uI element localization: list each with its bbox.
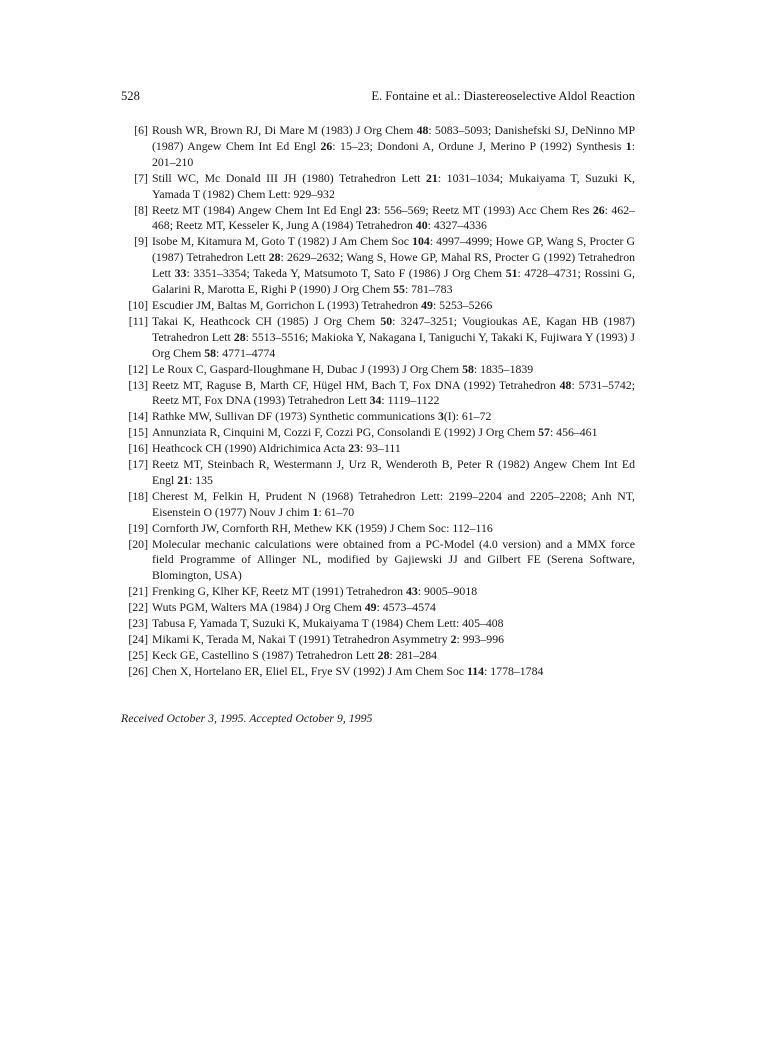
reference-segment: Tabusa F, Yamada T, Suzuki K, Mukaiyama T (1984) Chem Lett: 405–408 [152,616,504,631]
volume-number: 104 [412,234,430,249]
reference-segment: Cherest M, Felkin H, Prudent N (1968) Tetrahedron Lett: 2199–2204 and 2205–2208; Anh NT, Eisenstein O (1977) Nouv J chim [152,488,635,519]
reference-number: [6] [134,123,148,137]
reference-item [121,600,635,616]
reference-text [152,425,597,439]
reference-number: [10] [128,297,148,312]
reference-segment: : 5731–5742; Reetz MT, Fox DNA (1993) Tetrahedron Lett [152,377,635,408]
reference-text [152,378,635,408]
volume-number: 40 [415,218,428,233]
reference-segment: : 201–210 [152,138,635,169]
reference-item [121,648,635,664]
reference-text [152,234,635,296]
reference-segment: Takai K, Heathcock CH (1985) J Org Chem [152,313,381,328]
reference-segment: Chen X, Hortelano ER, Eliel EL, Frye SV (1992) J Am Chem Soc [152,663,467,678]
reference-number: [8] [134,202,148,217]
reference-segment: Heathcock CH (1990) Aldrichimica Acta [152,441,349,456]
reference-text [152,123,635,169]
running-title: E. Fontaine et al.: Diastereoselective Aldol Reaction [371,89,635,103]
reference-segment: Isobe M, Kitamura M, Goto T (1982) J Am Chem Soc [152,234,413,249]
volume-number: 28 [377,647,390,662]
reference-text [152,489,635,519]
reference-item [121,537,635,585]
volume-number: 57 [538,425,550,440]
reference-segment: : 2629–2632; Wang S, Howe GP, Mahal RS, Procter G (1992) Tetrahedron Lett [152,250,635,281]
reference-text [152,648,437,662]
received-accepted-note: Received October 3, 1995. Accepted October 9, 1995 [121,711,373,725]
reference-text [152,584,477,598]
reference-text [152,409,491,423]
reference-item [121,123,635,171]
reference-segment: Keck GE, Castellino S (1987) Tetrahedron Lett [152,647,378,662]
reference-segment: Reetz MT, Steinbach R, Westermann J, Urz R, Wenderoth B, Peter R (1982) Angew Chem Int Ed Engl [152,457,635,487]
volume-number: 43 [406,584,418,599]
reference-segment: : 9005–9018 [417,584,478,599]
reference-segment: : 5513–5516; Makioka Y, Nakagana I, Taniguchi Y, Takaki K, Fujiwara Y (1993) J Org Chem [152,329,635,360]
reference-number: [17] [128,457,148,472]
volume-number: 23 [348,441,361,456]
reference-number: [16] [128,441,148,456]
reference-number: [18] [128,488,148,503]
volume-number: 28 [268,250,281,265]
reference-number: [26] [128,663,148,678]
reference-segment: : 3351–3354; Takeda Y, Matsumoto T, Sato F (1986) J Org Chem [186,266,506,281]
reference-segment: Frenking G, Klher KF, Reetz MT (1991) Tetrahedron [152,584,406,599]
reference-number: [14] [128,409,148,424]
reference-item [121,425,635,441]
reference-segment: Annunziata R, Cinquini M, Cozzi F, Cozzi PG, Consolandi E (1992) J Org Chem [152,425,539,440]
reference-segment: : 281–284 [389,647,437,662]
reference-item [121,362,635,378]
reference-segment: : 93–111 [360,441,401,456]
reference-number: [11] [128,313,148,328]
reference-item [121,234,635,298]
volume-number: 26 [320,138,333,153]
reference-text [152,298,492,312]
reference-segment: : 4327–4336 [427,218,487,233]
reference-segment: : 1031–1034; Mukaiyama T, Suzuki K, Yamada T (1982) Chem Lett: 929–932 [152,170,635,201]
reference-text [152,441,401,455]
reference-segment: : 781–783 [404,282,453,297]
reference-segment: : 993–996 [456,632,504,646]
volume-number: 1 [625,138,632,153]
reference-text [152,171,635,201]
reference-segment: : 3247–3251; Vougioukas AE, Kagan HB (1987) Tetrahedron Lett [152,313,635,344]
reference-segment: : 5083–5093; Danishefski SJ, DeNinno MP (1987) Angew Chem Int Ed Engl [152,123,636,153]
reference-segment: : 1119–1122 [381,393,440,408]
reference-segment: : 135 [189,472,213,487]
volume-number: 3 [437,409,444,424]
reference-number: [24] [128,632,148,646]
volume-number: 49 [364,600,377,615]
volume-number: 28 [233,329,246,344]
reference-segment: : 61–70 [318,504,355,519]
volume-number: 26 [592,202,605,217]
reference-text [152,203,635,233]
reference-item [121,203,635,235]
running-head [121,88,635,104]
volume-number: 50 [380,313,393,328]
reference-number: [15] [128,425,148,440]
reference-segment: Cornforth JW, Cornforth RH, Methew KK (1959) J Chem Soc: 112–116 [152,520,493,535]
reference-text [152,616,504,630]
reference-item [121,298,635,314]
reference-segment: : 1835–1839 [473,361,534,376]
volume-number: 51 [505,266,518,281]
reference-text [152,362,533,376]
reference-item [121,664,635,680]
reference-item [121,521,635,537]
reference-segment: Still WC, Mc Donald III JH (1980) Tetrahedron Lett [152,170,427,185]
reference-list [121,123,635,680]
reference-segment: : 4728–4731; Rossini G, Galarini R, Marotta E, Righi P (1990) J Org Chem [152,266,635,297]
reference-item [121,489,635,521]
reference-item [121,409,635,425]
volume-number: 34 [369,393,382,408]
reference-number: [25] [128,647,148,662]
reference-segment: : 5253–5266 [432,297,493,312]
reference-segment: : 1778–1784 [484,663,544,678]
volume-number: 49 [421,297,433,312]
reference-number: [23] [128,616,148,631]
reference-segment: Le Roux C, Gaspard-Iloughmane H, Dubac J (1993) J Org Chem [152,361,463,376]
volume-number: 23 [365,202,378,217]
volume-number: 1 [312,504,319,519]
reference-segment: Reetz MT, Raguse B, Marth CF, Hügel HM, Bach T, Fox DNA (1992) Tetrahedron [152,377,560,392]
reference-item [121,171,635,203]
reference-item [121,314,635,362]
reference-segment: : 15–23; Dondoni A, Ordune J, Merino P (1992) Synthesis [332,138,626,153]
volume-number: 114 [467,663,485,678]
reference-segment: Reetz MT (1984) Angew Chem Int Ed Engl [152,202,366,217]
reference-number: [9] [134,234,148,249]
reference-number: [12] [128,361,148,376]
reference-number: [7] [134,170,148,185]
reference-item [121,441,635,457]
reference-number: [21] [128,584,148,599]
reference-number: [22] [128,600,148,615]
volume-number: 48 [416,123,429,137]
reference-text [152,537,635,583]
reference-text [152,457,635,487]
reference-text [152,521,493,535]
reference-text [152,600,436,614]
reference-segment: Rathke MW, Sullivan DF (1973) Synthetic communications [152,409,438,424]
volume-number: 2 [450,632,457,646]
volume-number: 55 [393,282,405,297]
reference-segment: : 556–569; Reetz MT (1993) Acc Chem Res [377,202,593,217]
volume-number: 58 [462,361,474,376]
volume-number: 58 [204,345,217,360]
reference-number: [13] [128,377,148,392]
reference-segment: (I): 61–72 [443,409,492,424]
reference-segment: : 456–461 [549,425,598,440]
reference-item [121,616,635,632]
reference-item [121,457,635,489]
reference-segment: Molecular mechanic calculations were obtained from a PC-Model (4.0 version) and a MMX force field Programme of Allinger NL, modified by Gajiewski JJ and Gilbert FE (Serena Software, Blomington, USA) [152,536,635,583]
volume-number: 21 [177,472,190,487]
volume-number: 21 [426,170,438,185]
reference-segment: Mikami K, Terada M, Nakai T (1991) Tetrahedron Asymmetry [152,632,451,646]
reference-item [121,632,635,648]
reference-segment: Roush WR, Brown RJ, Di Mare M (1983) J Org Chem [152,123,417,137]
reference-item [121,584,635,600]
reference-segment: : 4573–4574 [376,600,436,615]
volume-number: 33 [174,266,187,281]
reference-segment: Wuts PGM, Walters MA (1984) J Org Chem [152,600,365,615]
reference-text [152,314,635,360]
reference-text [152,632,504,646]
reference-segment: Escudier JM, Baltas M, Gorrichon L (1993) Tetrahedron [152,297,422,312]
reference-number: [20] [128,536,148,551]
volume-number: 48 [559,377,572,392]
reference-segment: : 4771–4774 [216,345,276,360]
reference-segment: : 4997–4999; Howe GP, Wang S, Procter G (1987) Tetrahedron Lett [152,234,635,265]
reference-segment: : 462–468; Reetz MT, Kesseler K, Jung A (1984) Tetrahedron [152,202,635,233]
reference-item [121,378,635,410]
reference-text [152,664,543,678]
reference-number: [19] [128,520,148,535]
page-number: 528 [121,89,140,103]
